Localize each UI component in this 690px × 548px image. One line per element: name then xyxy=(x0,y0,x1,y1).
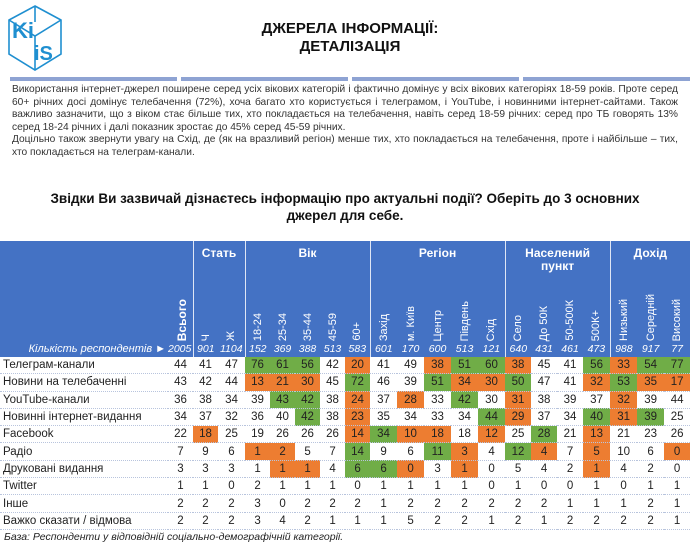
table-cell: 30 xyxy=(478,374,505,391)
table-cell: 1 xyxy=(370,478,397,495)
column-header: 25-34 xyxy=(276,312,289,341)
table-cell: 1 xyxy=(168,478,193,495)
intro-text xyxy=(12,84,678,160)
table-cell: 0 xyxy=(478,478,505,495)
table-cell: 2 xyxy=(193,512,218,529)
table-cell: 61 xyxy=(270,357,295,374)
table-cell: 2 xyxy=(295,495,320,512)
table-cell: 50 xyxy=(505,374,531,391)
table-cell: 38 xyxy=(531,391,557,408)
table-cell: 14 xyxy=(345,443,370,460)
table-cell: 40 xyxy=(583,408,610,425)
table-row xyxy=(0,495,690,512)
respondent-count: 152 xyxy=(245,341,270,357)
row-label: Радіо xyxy=(0,443,168,460)
intro-paragraph-1: Використання інтернет-джерел поширене серед усіх вікових категорій і фактично домінує у всіх вікових категоріях 18-59 років. Проте серед 60+ річних досі домінує телебачення (72%), хоча багато хто користується і телеграмом, і YouTube, і новинними інтернет-сайтами. Також важливо зазначити, що з віком стає більше тих, хто покладається на телебачення, навіть серед 18-59 річних: серед про ТБ говорять 13% серед 18-24 річних і далі показник зростає до 45% серед 45-59 річних. xyxy=(12,84,678,133)
table-cell: 46 xyxy=(370,374,397,391)
table-cell: 37 xyxy=(531,408,557,425)
table-cell: 7 xyxy=(320,443,345,460)
table-cell: 26 xyxy=(320,426,345,443)
table-cell: 1 xyxy=(295,478,320,495)
table-cell: 2 xyxy=(397,495,424,512)
table-cell: 34 xyxy=(451,408,478,425)
table-cell: 2 xyxy=(424,495,451,512)
column-header: Низький xyxy=(610,273,637,341)
column-header: 35-44 xyxy=(301,312,314,341)
table-cell: 9 xyxy=(193,443,218,460)
column-header: Схід xyxy=(485,318,498,341)
column-header: 50-500К xyxy=(564,300,577,341)
table-cell: 4 xyxy=(478,443,505,460)
row-label: Телеграм-канали xyxy=(0,357,168,374)
table-cell: 1 xyxy=(345,512,370,529)
table-cell: 43 xyxy=(168,374,193,391)
table-cell: 0 xyxy=(218,478,245,495)
table-cell: 2 xyxy=(245,478,270,495)
table-cell: 3 xyxy=(451,443,478,460)
table-cell: 21 xyxy=(610,426,637,443)
column-header: 18-24 xyxy=(245,273,270,341)
column-header: Ч xyxy=(193,273,218,341)
table-cell: 2 xyxy=(637,495,664,512)
table-cell: 34 xyxy=(168,408,193,425)
table-cell: 33 xyxy=(424,391,451,408)
respondent-count: 600 xyxy=(424,341,451,357)
table-row xyxy=(0,408,690,425)
table-header xyxy=(0,241,690,357)
table-cell: 51 xyxy=(424,374,451,391)
table-cell: 26 xyxy=(270,426,295,443)
table-cell: 35 xyxy=(637,374,664,391)
table-cell: 0 xyxy=(478,460,505,477)
column-header: 45-59 xyxy=(326,312,339,341)
respondents-label: Кількість респондентів ► xyxy=(0,341,168,357)
table-cell: 2 xyxy=(505,512,531,529)
table-cell: 2 xyxy=(320,495,345,512)
table-cell: 38 xyxy=(193,391,218,408)
respondent-count: 473 xyxy=(583,341,610,357)
table-cell: 1 xyxy=(424,478,451,495)
table-cell: 2 xyxy=(295,512,320,529)
title-line-2: ДЕТАЛІЗАЦІЯ xyxy=(299,38,401,55)
table-cell: 49 xyxy=(397,357,424,374)
table-cell: 7 xyxy=(557,443,583,460)
table-cell: 3 xyxy=(193,460,218,477)
table-cell: 31 xyxy=(505,391,531,408)
table-cell: 5 xyxy=(295,443,320,460)
table-cell: 0 xyxy=(664,460,690,477)
table-cell: 1 xyxy=(664,495,690,512)
table-cell: 77 xyxy=(664,357,690,374)
table-cell: 3 xyxy=(218,460,245,477)
column-header: Захід xyxy=(370,273,397,341)
table-cell: 39 xyxy=(397,374,424,391)
table-cell: 9 xyxy=(370,443,397,460)
respondent-count: 388 xyxy=(295,341,320,357)
table-cell: 44 xyxy=(168,357,193,374)
table-cell: 30 xyxy=(478,391,505,408)
table-cell: 0 xyxy=(531,478,557,495)
table-cell: 28 xyxy=(531,426,557,443)
table-cell: 1 xyxy=(478,512,505,529)
table-cell: 60 xyxy=(478,357,505,374)
respondent-count: 121 xyxy=(478,341,505,357)
table-cell: 39 xyxy=(637,408,664,425)
table-cell: 2 xyxy=(637,460,664,477)
table-cell: 42 xyxy=(295,391,320,408)
table-cell: 33 xyxy=(424,408,451,425)
respondent-count: 988 xyxy=(610,341,637,357)
table-cell: 13 xyxy=(583,426,610,443)
table-cell: 53 xyxy=(610,374,637,391)
table-cell: 0 xyxy=(270,495,295,512)
table-cell: 32 xyxy=(610,391,637,408)
table-cell: 2 xyxy=(270,443,295,460)
table-cell: 25 xyxy=(505,426,531,443)
table-cell: 47 xyxy=(218,357,245,374)
table-cell: 76 xyxy=(245,357,270,374)
table-cell: 29 xyxy=(505,408,531,425)
table-row xyxy=(0,374,690,391)
table-cell: 41 xyxy=(370,357,397,374)
table-cell: 6 xyxy=(397,443,424,460)
table-cell: 34 xyxy=(218,391,245,408)
row-label: Важко сказати / відмова xyxy=(0,512,168,529)
table-cell: 38 xyxy=(320,408,345,425)
table-cell: 2 xyxy=(168,495,193,512)
table-cell: 1 xyxy=(583,495,610,512)
table-cell: 10 xyxy=(397,426,424,443)
respondent-count: 640 xyxy=(505,341,531,357)
table-cell: 39 xyxy=(557,391,583,408)
table-row xyxy=(0,391,690,408)
table-cell: 1 xyxy=(451,478,478,495)
table-cell: 3 xyxy=(245,495,270,512)
respondent-count: 601 xyxy=(370,341,397,357)
table-cell: 32 xyxy=(583,374,610,391)
table-cell: 1 xyxy=(583,478,610,495)
results-table xyxy=(0,241,690,530)
table-cell: 4 xyxy=(610,460,637,477)
survey-question: Звідки Ви зазвичай дізнаєтесь інформацію про актуальні події? Оберіть до 3 основних джерел для себе. xyxy=(50,191,640,223)
table-cell: 39 xyxy=(637,391,664,408)
respondent-count: 461 xyxy=(557,341,583,357)
table-cell: 1 xyxy=(637,478,664,495)
table-cell: 42 xyxy=(193,374,218,391)
table-cell: 1 xyxy=(451,460,478,477)
intro-paragraph-2: Доцільно також звернути увагу на Схід, де (як на вразливий регіон) менше тих, хто покладається на телебачення, проте і найбільше – тих, хто покладається на телеграм-канали. xyxy=(12,134,678,158)
table-row xyxy=(0,478,690,495)
table-cell: 2 xyxy=(345,495,370,512)
table-cell: 1 xyxy=(270,460,295,477)
group-region: Регіон xyxy=(370,241,505,273)
column-header: Село xyxy=(505,273,531,341)
table-cell: 1 xyxy=(245,443,270,460)
table-cell: 44 xyxy=(218,374,245,391)
table-cell: 1 xyxy=(664,512,690,529)
table-row xyxy=(0,426,690,443)
table-cell: 23 xyxy=(345,408,370,425)
table-cell: 1 xyxy=(295,460,320,477)
table-cell: 41 xyxy=(557,374,583,391)
column-header: Високий xyxy=(671,298,684,341)
column-header: Центр xyxy=(431,309,444,341)
table-cell: 2 xyxy=(610,512,637,529)
table-cell: 47 xyxy=(531,374,557,391)
table-cell: 1 xyxy=(370,512,397,529)
table-cell: 14 xyxy=(345,426,370,443)
table-cell: 37 xyxy=(583,391,610,408)
table-cell: 21 xyxy=(270,374,295,391)
table-cell: 34 xyxy=(370,426,397,443)
table-row xyxy=(0,460,690,477)
table-cell: 37 xyxy=(193,408,218,425)
table-cell: 3 xyxy=(424,460,451,477)
table-cell: 38 xyxy=(424,357,451,374)
table-cell: 2 xyxy=(451,512,478,529)
table-cell: 35 xyxy=(370,408,397,425)
table-body xyxy=(0,357,690,529)
table-cell: 44 xyxy=(478,408,505,425)
table-cell: 10 xyxy=(610,443,637,460)
table-cell: 2 xyxy=(193,495,218,512)
table-cell: 45 xyxy=(531,357,557,374)
table-cell: 32 xyxy=(218,408,245,425)
table-cell: 18 xyxy=(193,426,218,443)
column-header: Південь xyxy=(458,300,471,341)
table-cell: 4 xyxy=(531,443,557,460)
table-cell: 54 xyxy=(637,357,664,374)
table-cell: 28 xyxy=(397,391,424,408)
table-cell: 41 xyxy=(557,357,583,374)
table-cell: 0 xyxy=(397,460,424,477)
table-cell: 1 xyxy=(664,478,690,495)
row-label: Друковані видання xyxy=(0,460,168,477)
table-cell: 23 xyxy=(637,426,664,443)
table-cell: 6 xyxy=(218,443,245,460)
svg-text:Ki: Ki xyxy=(12,18,34,43)
table-cell: 1 xyxy=(320,512,345,529)
table-cell: 34 xyxy=(397,408,424,425)
table-cell: 1 xyxy=(370,495,397,512)
table-cell: 40 xyxy=(270,408,295,425)
column-header: Ж xyxy=(225,330,238,341)
table-cell: 2 xyxy=(531,495,557,512)
table-cell: 1 xyxy=(270,478,295,495)
table-cell: 5 xyxy=(397,512,424,529)
respondent-count: 77 xyxy=(664,341,690,357)
title-line-1: ДЖЕРЕЛА ІНФОРМАЦІЇ: xyxy=(261,20,439,37)
table-cell: 17 xyxy=(664,374,690,391)
table-cell: 0 xyxy=(664,443,690,460)
table-cell: 18 xyxy=(424,426,451,443)
table-cell: 26 xyxy=(295,426,320,443)
table-cell: 4 xyxy=(531,460,557,477)
group-settlement: Населений пункт xyxy=(505,241,610,273)
table-row xyxy=(0,512,690,529)
respondent-count: 2005 xyxy=(168,343,192,355)
table-cell: 31 xyxy=(610,408,637,425)
header-total: Всього xyxy=(174,298,189,341)
respondent-count: 901 xyxy=(193,341,218,357)
table-cell: 30 xyxy=(295,374,320,391)
table-cell: 24 xyxy=(345,391,370,408)
table-cell: 2 xyxy=(478,495,505,512)
table-cell: 34 xyxy=(557,408,583,425)
column-header: м. Київ xyxy=(404,305,417,341)
table-cell: 2 xyxy=(637,512,664,529)
table-cell: 7 xyxy=(168,443,193,460)
table-cell: 2 xyxy=(505,495,531,512)
column-header: До 50К xyxy=(538,305,551,341)
table-cell: 45 xyxy=(320,374,345,391)
table-cell: 2 xyxy=(557,512,583,529)
table-cell: 25 xyxy=(664,408,690,425)
table-cell: 51 xyxy=(451,357,478,374)
page-title xyxy=(150,20,550,56)
table-cell: 38 xyxy=(320,391,345,408)
table-cell: 4 xyxy=(320,460,345,477)
table-cell: 2 xyxy=(583,512,610,529)
group-age: Вік xyxy=(245,241,370,273)
table-cell: 19 xyxy=(245,426,270,443)
table-cell: 6 xyxy=(345,460,370,477)
table-cell: 2 xyxy=(218,495,245,512)
table-cell: 11 xyxy=(424,443,451,460)
table-cell: 72 xyxy=(345,374,370,391)
table-cell: 56 xyxy=(583,357,610,374)
table-cell: 36 xyxy=(245,408,270,425)
svg-text:iS: iS xyxy=(34,43,53,65)
respondent-count: 917 xyxy=(637,341,664,357)
row-label: Новинні інтернет-видання xyxy=(0,408,168,425)
respondent-count: 369 xyxy=(270,341,295,357)
table-cell: 1 xyxy=(557,495,583,512)
table-cell: 6 xyxy=(370,460,397,477)
table-cell: 38 xyxy=(505,357,531,374)
table-cell: 43 xyxy=(270,391,295,408)
table-cell: 22 xyxy=(168,426,193,443)
table-cell: 1 xyxy=(531,512,557,529)
table-cell: 1 xyxy=(320,478,345,495)
table-cell: 42 xyxy=(295,408,320,425)
table-cell: 56 xyxy=(295,357,320,374)
table-cell: 1 xyxy=(505,478,531,495)
respondent-count: 1104 xyxy=(218,341,245,357)
table-cell: 5 xyxy=(583,443,610,460)
table-cell: 12 xyxy=(505,443,531,460)
table-cell: 21 xyxy=(557,426,583,443)
table-cell: 2 xyxy=(451,495,478,512)
column-header: Середній xyxy=(644,293,657,341)
table-cell: 1 xyxy=(397,478,424,495)
table-cell: 13 xyxy=(245,374,270,391)
respondent-count: 513 xyxy=(451,341,478,357)
table-cell: 1 xyxy=(245,460,270,477)
table-cell: 0 xyxy=(610,478,637,495)
row-label: Facebook xyxy=(0,426,168,443)
table-cell: 42 xyxy=(320,357,345,374)
row-label: YouTube-канали xyxy=(0,391,168,408)
divider xyxy=(10,77,690,81)
table-cell: 26 xyxy=(664,426,690,443)
table-cell: 0 xyxy=(345,478,370,495)
table-cell: 18 xyxy=(451,426,478,443)
group-income: Дохід xyxy=(610,241,690,273)
table-row xyxy=(0,357,690,374)
table-cell: 42 xyxy=(451,391,478,408)
table-cell: 2 xyxy=(218,512,245,529)
table-cell: 37 xyxy=(370,391,397,408)
table-cell: 2 xyxy=(557,460,583,477)
column-header: 60+ xyxy=(351,322,364,341)
row-label: Інше xyxy=(0,495,168,512)
table-cell: 41 xyxy=(193,357,218,374)
table-cell: 34 xyxy=(451,374,478,391)
column-header: 500К+ xyxy=(590,309,603,341)
table-cell: 33 xyxy=(610,357,637,374)
table-cell: 1 xyxy=(193,478,218,495)
table-cell: 20 xyxy=(345,357,370,374)
table-cell: 2 xyxy=(168,512,193,529)
table-cell: 2 xyxy=(424,512,451,529)
kiis-logo xyxy=(6,4,64,74)
table-cell: 6 xyxy=(637,443,664,460)
table-cell: 36 xyxy=(168,391,193,408)
respondent-count: 583 xyxy=(345,341,370,357)
table-cell: 44 xyxy=(664,391,690,408)
row-label: Twitter xyxy=(0,478,168,495)
table-row xyxy=(0,443,690,460)
table-cell: 4 xyxy=(270,512,295,529)
table-cell: 5 xyxy=(505,460,531,477)
group-sex: Стать xyxy=(193,241,245,273)
respondent-count: 513 xyxy=(320,341,345,357)
table-cell: 39 xyxy=(245,391,270,408)
table-cell: 3 xyxy=(245,512,270,529)
table-cell: 1 xyxy=(583,460,610,477)
row-label: Новини на телебаченні xyxy=(0,374,168,391)
table-cell: 3 xyxy=(168,460,193,477)
table-cell: 1 xyxy=(610,495,637,512)
footnote: База: Респонденти у відповідній соціально-демографічній категорії. xyxy=(4,531,344,543)
table-cell: 25 xyxy=(218,426,245,443)
respondent-count: 431 xyxy=(531,341,557,357)
respondent-count: 170 xyxy=(397,341,424,357)
table-cell: 0 xyxy=(557,478,583,495)
table-cell: 12 xyxy=(478,426,505,443)
